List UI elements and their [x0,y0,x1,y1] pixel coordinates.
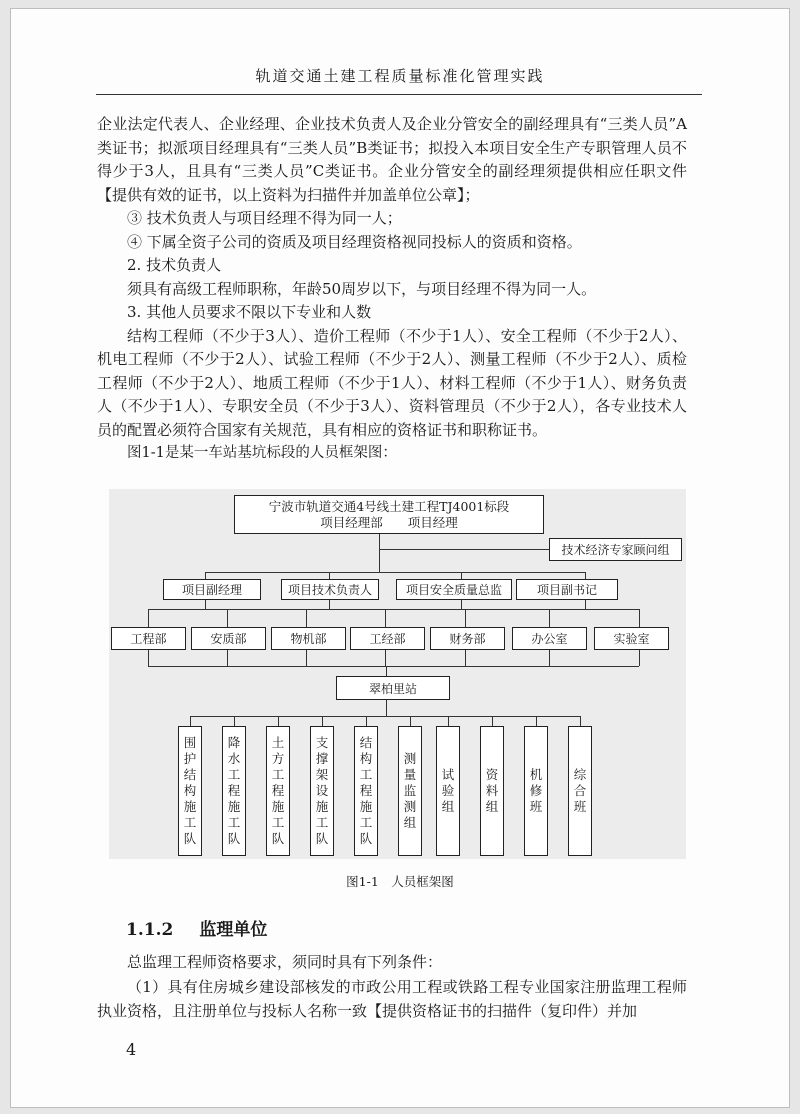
paragraph: 3. 其他人员要求不限以下专业和人数 [127,303,372,321]
figure-caption: 图1-1 人员框架图 [346,874,454,889]
connector [448,716,449,726]
technical-lead-box: 项目技术负责人 [281,579,379,600]
connector [190,716,191,726]
connector [386,700,387,716]
connector [410,716,411,726]
running-header: 轨道交通土建工程质量标准化管理实践 [255,67,545,85]
team-box: 土 方 工 程 施 工 队 [266,726,290,856]
project-title: 宁波市轨道交通4号线土建工程TJ4001标段 [268,498,510,514]
connector [379,549,549,550]
paragraph: ③ 技术负责人与项目经理不得为同一人； [127,209,402,227]
connector [227,650,228,666]
connector [148,609,639,610]
connector [461,572,462,579]
project-manager-label: 项目经理部 项目经理 [320,514,458,530]
dept-box: 工经部 [350,627,425,650]
dept-box: 财务部 [430,627,505,650]
paragraph: 结构工程师（不少于3人）、造价工程师（不少于1人）、安全工程师（不少于2人）、机电工程师（不少于2人）、试验工程师（不少于2人）、测量工程师（不少于2人）、质检工程师（不少于2人）、地质工程师（不少于1人）、材料工程师（不少于1人）、财务负责人（不少于1人）、专职安全员（不少于3人）、资料管理员（不少于2人），各专业技术人员的配置必须符合国家有关规范，具有相应的资格证书和职称证书。 [97,326,687,439]
paragraph: 企业法定代表人、企业经理、企业技术负责人及企业分管安全的副经理具有“三类人员”A类证书；拟派项目经理具有“三类人员”B类证书；拟投入本项目安全生产专职管理人员不得少于3人，且具有“三类人员”C类证书。企业分管安全的副经理须提供相应任职文件【提供有效的证书，以上资料为扫描件并加盖单位公章】； [97,115,687,204]
section-title: 监理单位 [199,920,268,940]
connector [385,650,386,666]
dept-box: 工程部 [111,627,186,650]
dept-box: 安质部 [191,627,266,650]
connector [585,600,586,609]
dept-box: 物机部 [271,627,346,650]
connector [306,609,307,627]
connector [492,716,493,726]
connector [329,600,330,609]
team-box: 降 水 工 程 施 工 队 [222,726,246,856]
team-box: 机 修 班 [524,726,548,856]
connector [205,600,206,609]
connector [580,716,581,726]
connector [639,609,640,627]
section-number: 1.1.2 [126,920,174,940]
team-box: 支 撑 架 设 施 工 队 [310,726,334,856]
connector [148,650,149,666]
connector [205,572,585,573]
connector [461,600,462,609]
connector [148,609,149,627]
connector [278,716,279,726]
connector [148,666,639,667]
connector [536,716,537,726]
connector [234,716,235,726]
connector [322,716,323,726]
paragraph: 总监理工程师资格要求，须同时具有下列条件： [127,953,443,971]
deputy-secretary-box: 项目副书记 [516,579,618,600]
connector [465,650,466,666]
connector [639,650,640,666]
connector [549,609,550,627]
connector [549,650,550,666]
body-text [97,113,687,466]
paragraph: 2. 技术负责人 [127,256,222,274]
figure-intro: 图1-1是某一车站基坑标段的人员框架图： [127,445,397,461]
safety-quality-director-box: 项目安全质量总监 [396,579,512,600]
station-box: 翠柏里站 [336,676,450,700]
team-box: 试 验 组 [436,726,460,856]
page-number: 4 [126,1040,137,1059]
project-manager-box [234,495,544,534]
team-box: 测 量 监 测 组 [398,726,422,856]
team-box: 围 护 结 构 施 工 队 [178,726,202,856]
paragraph: ④ 下属全资子公司的资质及项目经理资格视同投标人的资质和资格。 [127,232,582,251]
body-text-2 [97,950,687,1024]
org-chart [109,489,686,859]
connector [306,650,307,666]
paragraph: 须具有高级工程师职称，年龄50周岁以下，与项目经理不得为同一人。 [127,279,597,298]
connector [585,572,586,579]
advisory-group-box: 技术经济专家顾问组 [549,538,682,561]
connector [385,609,386,627]
connector [366,716,367,726]
header-rule [96,94,702,95]
section-heading [126,915,267,940]
connector [205,572,206,579]
dept-box: 实验室 [594,627,669,650]
connector [386,666,387,676]
connector [227,609,228,627]
deputy-manager-box: 项目副经理 [163,579,261,600]
team-box: 结 构 工 程 施 工 队 [354,726,378,856]
dept-box: 办公室 [512,627,587,650]
connector [379,534,380,572]
connector [329,572,330,579]
connector [465,609,466,627]
team-box: 资 料 组 [480,726,504,856]
paragraph: （1）具有住房城乡建设部核发的市政公用工程或铁路工程专业国家注册监理工程师执业资格，且注册单位与投标人名称一致【提供资格证书的扫描件（复印件）并加 [97,977,687,1020]
connector [190,716,580,717]
team-box: 综 合 班 [568,726,592,856]
